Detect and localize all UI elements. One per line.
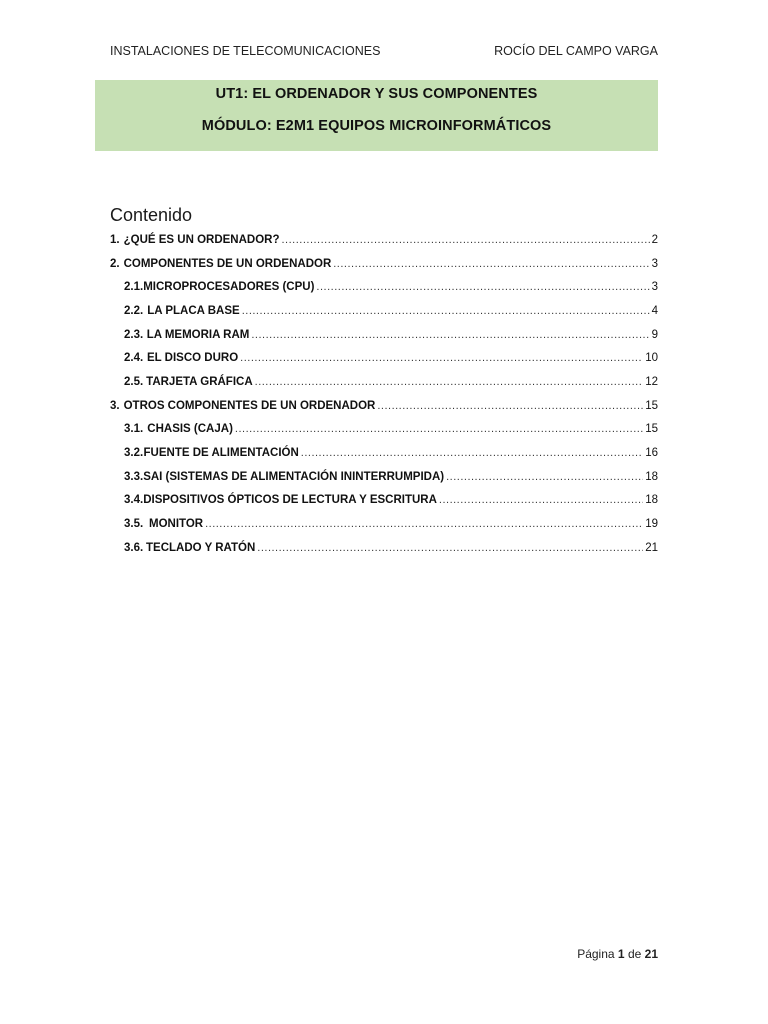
module-title: MÓDULO: E2M1 EQUIPOS MICROINFORMÁTICOS — [201, 118, 552, 134]
toc-entry[interactable] — [110, 346, 658, 370]
toc-entry-page: 15 — [645, 399, 658, 412]
toc-entry-number: 3.4. — [124, 494, 144, 507]
toc-dot-leader — [439, 494, 643, 506]
toc-entry-page: 3 — [651, 257, 658, 270]
toc-entry[interactable] — [110, 299, 658, 323]
toc-entry-number: 2.5. — [124, 375, 144, 388]
toc-entry-label: FUENTE DE ALIMENTACIÓN — [143, 447, 299, 460]
toc-entry-page: 12 — [645, 375, 658, 388]
toc-entry-page: 16 — [645, 447, 658, 460]
toc-dot-leader — [282, 234, 650, 246]
toc-entry[interactable] — [110, 275, 658, 299]
toc-entry[interactable] — [110, 489, 658, 513]
toc-dot-leader — [235, 423, 643, 435]
toc-dot-leader — [251, 329, 649, 341]
toc-entry-label: LA PLACA BASE — [147, 304, 240, 317]
toc-dot-leader — [205, 518, 643, 530]
title-box — [95, 80, 658, 151]
header-left-text: INSTALACIONES DE TELECOMUNICACIONES — [110, 44, 381, 58]
toc-entry-number: 2. — [110, 257, 120, 270]
toc-entry-number: 2.1. — [124, 281, 144, 294]
toc-entry-number: 2.4. — [124, 352, 144, 365]
toc-entry-label: EL DISCO DURO — [146, 352, 239, 365]
toc-entry[interactable] — [110, 512, 658, 536]
toc-dot-leader — [377, 400, 643, 412]
toc-entry-page: 15 — [645, 423, 658, 436]
toc-dot-leader — [242, 305, 650, 317]
footer-current-page: 1 — [617, 947, 625, 961]
toc-entry-number: 3.5. — [124, 518, 144, 531]
toc-dot-leader — [446, 471, 643, 483]
toc-entry-number: 3.1. — [124, 423, 144, 436]
toc-entry-number: 3.2. — [124, 447, 144, 460]
toc-heading: Contenido — [110, 205, 193, 225]
toc-entry-page: 18 — [645, 494, 658, 507]
toc-entry-label: TECLADO Y RATÓN — [146, 541, 256, 554]
toc-entry-number: 3. — [110, 399, 120, 412]
toc-entry-label: DISPOSITIVOS ÓPTICOS DE LECTURA Y ESCRITURA — [143, 494, 437, 507]
toc-entry-page: 2 — [651, 233, 658, 246]
toc-entry[interactable] — [110, 418, 658, 442]
toc-dot-leader — [240, 352, 643, 364]
page-footer — [577, 947, 658, 961]
toc-entry-number: 2.2. — [124, 304, 144, 317]
toc-dot-leader — [316, 281, 649, 293]
toc-entry-number: 3.6. — [124, 541, 144, 554]
unit-title: UT1: EL ORDENADOR Y SUS COMPONENTES — [215, 86, 538, 102]
toc-entry-label: COMPONENTES DE UN ORDENADOR — [123, 257, 332, 270]
toc-entry[interactable] — [110, 370, 658, 394]
toc-entry[interactable] — [110, 536, 658, 560]
toc-entry[interactable] — [110, 323, 658, 347]
toc-entry[interactable] — [110, 394, 658, 418]
toc-entry-page: 21 — [645, 541, 658, 554]
toc-dot-leader — [255, 376, 644, 388]
toc-entry[interactable] — [110, 465, 658, 489]
footer-of-word: de — [627, 947, 642, 961]
toc-entry-label: CHASIS (CAJA) — [147, 423, 233, 436]
toc-entry-label: LA MEMORIA RAM — [146, 328, 250, 341]
toc-entry-label: OTROS COMPONENTES DE UN ORDENADOR — [123, 399, 376, 412]
toc-entry-label: SAI (SISTEMAS DE ALIMENTACIÓN ININTERRUMPIDA) — [143, 470, 445, 483]
footer-total-pages: 21 — [644, 947, 658, 961]
toc-dot-leader — [257, 542, 643, 554]
toc-entry-page: 18 — [645, 470, 658, 483]
toc-entry[interactable] — [110, 252, 658, 276]
header-right-text: ROCÍO DEL CAMPO VARGA — [494, 44, 658, 58]
toc-entry-page: 3 — [651, 281, 658, 294]
toc-entry[interactable] — [110, 228, 658, 252]
toc-entry-number: 1. — [110, 233, 120, 246]
toc-dot-leader — [301, 447, 643, 459]
page-header — [110, 42, 658, 60]
toc-entry-number: 3.3. — [124, 470, 144, 483]
toc-entry-label: MICROPROCESADORES (CPU) — [143, 281, 315, 294]
table-of-contents — [110, 228, 658, 560]
toc-entry-label: MONITOR — [148, 518, 204, 531]
toc-entry-page: 10 — [645, 352, 658, 365]
footer-page-word: Página — [577, 947, 615, 961]
toc-entry-label: TARJETA GRÁFICA — [146, 375, 253, 388]
toc-entry-number: 2.3. — [124, 328, 144, 341]
toc-entry-page: 19 — [645, 518, 658, 531]
toc-entry-page: 9 — [651, 328, 658, 341]
toc-dot-leader — [333, 258, 649, 270]
toc-entry[interactable] — [110, 441, 658, 465]
toc-entry-label: ¿QUÉ ES UN ORDENADOR? — [123, 233, 280, 246]
toc-entry-page: 4 — [651, 304, 658, 317]
